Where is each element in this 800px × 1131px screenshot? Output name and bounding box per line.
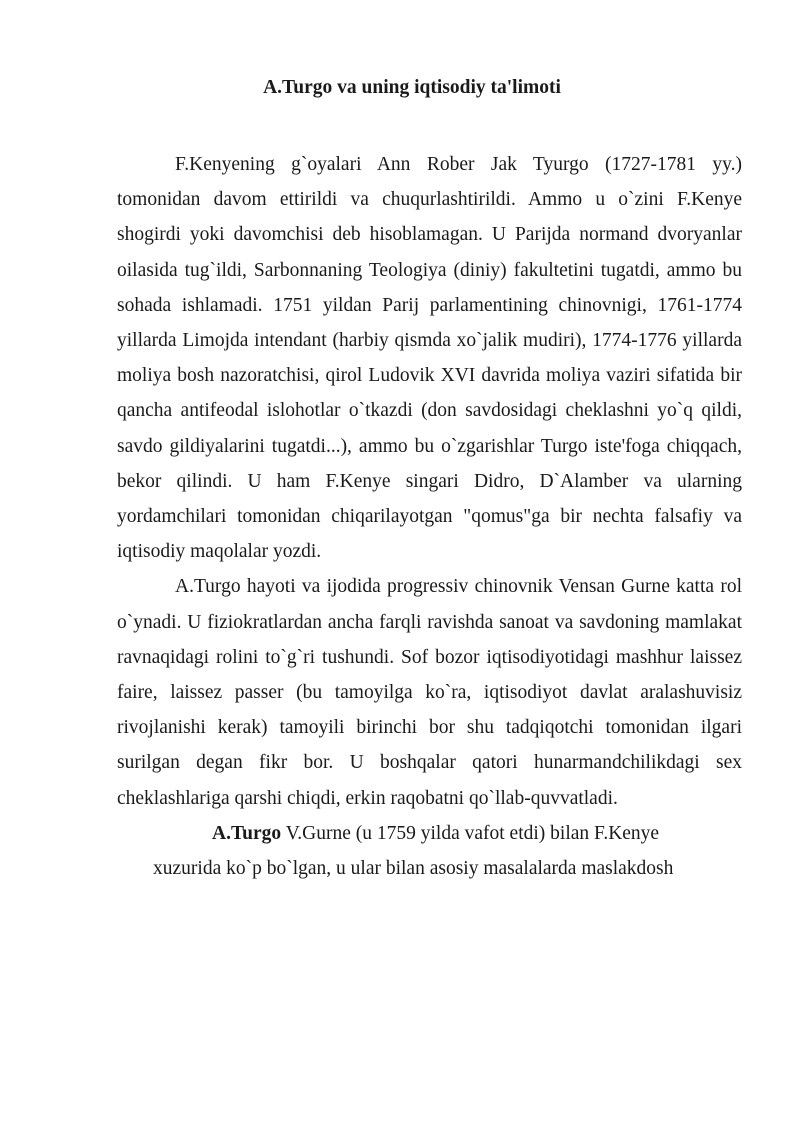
paragraph-2: A.Turgo hayoti va ijodida progressiv chinovnik Vensan Gurne katta rol o`ynadi. U fiziokratlardan ancha farqli ravishda sanoat va savdoning mamlakat ravnaqidagi rolini to`g`ri tushundi. Sof bozor iqtisodiyotidagi mashhur laissez faire, laissez passer (bu tamoyilga ko`ra, iqtisodiyot davlat aralashuvisiz rivojlanishi kerak) tamoyili birinchi bor shu tadqiqotchi tomonidan ilgari surilgan degan fikr bor. U boshqalar qatori hunarmandchilikdagi sex cheklashlariga qarshi chiqdi, erkin raqobatni qo`llab-quvvatladi. <box>117 576 742 809</box>
paragraph-3-first-line: V.Gurne (u 1759 yilda vafot etdi) bilan F.Kenye <box>281 822 660 844</box>
paragraph-3 <box>117 816 742 886</box>
document-body <box>117 147 742 886</box>
paragraph-3-bold-lead: A.Turgo <box>212 822 282 844</box>
paragraph-1: F.Kenyening g`oyalari Ann Rober Jak Tyurgo (1727-1781 yy.) tomonidan davom ettirildi va chuqurlashtirildi. Ammo u o`zini F.Kenye shogirdi yoki davomchisi deb hisoblamagan. U Parijda normand dvoryanlar oilasida tug`ildi, Sarbonnaning Teologiya (diniy) fakultetini tugatdi, ammo bu sohada ishlamadi. 1751 yildan Parij parlamentining chinovnigi, 1761-1774 yillarda Limojda intendant (harbiy qismda xo`jalik mudiri), 1774-1776 yillarda moliya bosh nazoratchisi, qirol Ludovik XVI davrida moliya vaziri sifatida bir qancha antifeodal islohotlar o`tkazdi (don savdosidagi cheklashni yo`q qildi, savdo gildiyalarini tugatdi...), ammo bu o`zgarishlar Turgo iste'foga chiqqach, bekor qilindi. U ham F.Kenye singari Didro, D`Alamber va ularning yordamchilari tomonidan chiqarilayotgan "qomus"ga bir nechta falsafiy va iqtisodiy maqolalar yozdi. <box>117 154 742 563</box>
document-title: A.Turgo va uning iqtisodiy ta'limoti <box>263 77 561 98</box>
paragraph-3-continuation: xuzurida ko`p bo`lgan, u ular bilan asosiy masalalarda maslakdosh <box>153 858 674 880</box>
